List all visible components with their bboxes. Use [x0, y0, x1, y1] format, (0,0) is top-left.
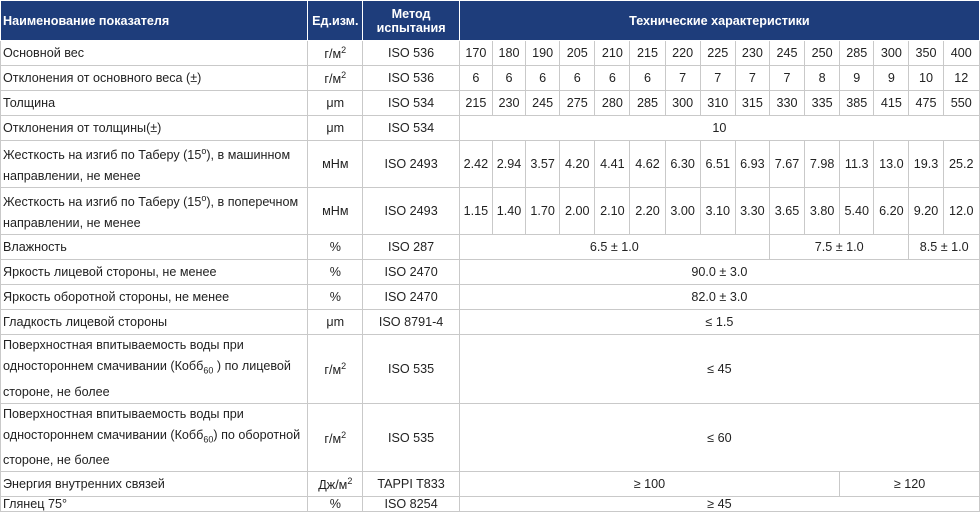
value-cell: 385: [840, 91, 874, 116]
row-unit: %: [308, 235, 363, 260]
value-cell: 310: [700, 91, 735, 116]
value-cell: 7.98: [805, 141, 840, 188]
row-unit: μm: [308, 310, 363, 335]
table-row: [1, 472, 980, 497]
value-cell: 9: [874, 66, 909, 91]
value-cell: 330: [769, 91, 804, 116]
row-unit: мНм: [308, 188, 363, 235]
value-cell: 82.0 ± 3.0: [459, 285, 979, 310]
value-cell: 415: [874, 91, 909, 116]
value-cell: 400: [943, 41, 979, 66]
value-cell: 12: [943, 66, 979, 91]
value-cell: 1.70: [526, 188, 560, 235]
value-cell: 190: [526, 41, 560, 66]
value-cell: 170: [459, 41, 492, 66]
row-name: Отклонения от основного веса (±): [1, 66, 308, 91]
header-specs: Технические характеристики: [459, 1, 979, 41]
value-cell: 7: [665, 66, 700, 91]
value-cell: 6: [595, 66, 630, 91]
value-cell: 7.67: [769, 141, 804, 188]
value-cell: 250: [805, 41, 840, 66]
header-unit: Ед.изм.: [308, 1, 363, 41]
value-cell: 6: [459, 66, 492, 91]
value-cell: 215: [630, 41, 665, 66]
value-cell: 2.10: [595, 188, 630, 235]
table-row: [1, 41, 980, 66]
value-cell: 6: [630, 66, 665, 91]
value-cell: 8: [805, 66, 840, 91]
value-cell: 10: [459, 116, 979, 141]
row-name: Поверхностная впитываемость воды при одностороннем смачивании (Кобб$_{60}$ ) по лицевой стороне, не более: [1, 335, 308, 404]
row-unit: $г/м^2$: [308, 403, 363, 472]
value-cell: 300: [874, 41, 909, 66]
value-cell: 6.30: [665, 141, 700, 188]
row-method: TAPPI T833: [363, 472, 459, 497]
table-row: [1, 310, 980, 335]
row-name: Яркость лицевой стороны, не менее: [1, 260, 308, 285]
value-cell: 10: [909, 66, 943, 91]
row-name: Основной вес: [1, 41, 308, 66]
row-unit: $Дж/м^2$: [308, 472, 363, 497]
row-method: ISO 2470: [363, 285, 459, 310]
table-row: [1, 91, 980, 116]
value-cell: 9: [840, 66, 874, 91]
value-cell: 7: [735, 66, 769, 91]
table-row: [1, 235, 980, 260]
value-cell: 9.20: [909, 188, 943, 235]
table-row: [1, 260, 980, 285]
row-unit: μm: [308, 91, 363, 116]
value-cell: 205: [560, 41, 595, 66]
value-cell: 3.10: [700, 188, 735, 235]
row-method: ISO 535: [363, 335, 459, 404]
value-cell: 2.94: [492, 141, 525, 188]
table-row: [1, 403, 980, 472]
row-name: Энергия внутренних связей: [1, 472, 308, 497]
value-cell: 11.3: [840, 141, 874, 188]
value-cell: 3.57: [526, 141, 560, 188]
value-cell: ≤ 45: [459, 335, 979, 404]
row-unit: %: [308, 285, 363, 310]
value-cell: ≤ 60: [459, 403, 979, 472]
value-cell: ≥ 45: [459, 497, 979, 512]
row-name: Глянец 75°: [1, 497, 308, 512]
table-row: [1, 188, 980, 235]
row-unit: $г/м^2$: [308, 66, 363, 91]
value-cell: 4.20: [560, 141, 595, 188]
value-cell: 220: [665, 41, 700, 66]
value-cell: 300: [665, 91, 700, 116]
row-method: ISO 287: [363, 235, 459, 260]
table-row: [1, 66, 980, 91]
table-row: [1, 335, 980, 404]
value-cell: 6.51: [700, 141, 735, 188]
row-name: Жесткость на изгиб по Таберу $(15^о)$, в поперечном направлении, не менее: [1, 188, 308, 235]
row-name: Поверхностная впитываемость воды при одностороннем смачивании (Кобб$_{60}$) по оборотной стороне, не более: [1, 403, 308, 472]
value-cell: 2.20: [630, 188, 665, 235]
table-row: [1, 285, 980, 310]
row-method: ISO 8791-4: [363, 310, 459, 335]
header-row: [1, 1, 980, 41]
value-cell: 6.20: [874, 188, 909, 235]
row-name: Яркость оборотной стороны, не менее: [1, 285, 308, 310]
row-unit: %: [308, 497, 363, 512]
value-cell: 6.5 ± 1.0: [459, 235, 769, 260]
value-cell: 12.0: [943, 188, 979, 235]
value-cell: ≥ 120: [840, 472, 980, 497]
row-method: ISO 2493: [363, 141, 459, 188]
row-unit: $г/м^2$: [308, 41, 363, 66]
value-cell: 4.62: [630, 141, 665, 188]
row-method: ISO 534: [363, 116, 459, 141]
value-cell: 1.40: [492, 188, 525, 235]
table-row: [1, 116, 980, 141]
row-name: Отклонения от толщины(±): [1, 116, 308, 141]
value-cell: 215: [459, 91, 492, 116]
value-cell: 475: [909, 91, 943, 116]
value-cell: 335: [805, 91, 840, 116]
value-cell: 1.15: [459, 188, 492, 235]
row-method: ISO 536: [363, 41, 459, 66]
value-cell: 285: [630, 91, 665, 116]
value-cell: 25.2: [943, 141, 979, 188]
row-name: Влажность: [1, 235, 308, 260]
row-unit: %: [308, 260, 363, 285]
value-cell: 7.5 ± 1.0: [769, 235, 909, 260]
value-cell: 3.30: [735, 188, 769, 235]
table-row: [1, 497, 980, 512]
value-cell: 245: [769, 41, 804, 66]
row-method: ISO 2493: [363, 188, 459, 235]
header-method: Метод испытания: [363, 1, 459, 41]
value-cell: 350: [909, 41, 943, 66]
value-cell: 230: [735, 41, 769, 66]
value-cell: 5.40: [840, 188, 874, 235]
value-cell: 4.41: [595, 141, 630, 188]
value-cell: 7: [769, 66, 804, 91]
row-method: ISO 536: [363, 66, 459, 91]
value-cell: 180: [492, 41, 525, 66]
value-cell: 2.42: [459, 141, 492, 188]
value-cell: 6: [560, 66, 595, 91]
row-name: Гладкость лицевой стороны: [1, 310, 308, 335]
row-unit: $г/м^2$: [308, 335, 363, 404]
row-method: ISO 535: [363, 403, 459, 472]
value-cell: 280: [595, 91, 630, 116]
row-name: Жесткость на изгиб по Таберу $(15^о)$, в машинном направлении, не менее: [1, 141, 308, 188]
value-cell: 8.5 ± 1.0: [909, 235, 980, 260]
value-cell: ≥ 100: [459, 472, 839, 497]
value-cell: 275: [560, 91, 595, 116]
header-name: Наименование показателя: [1, 1, 308, 41]
value-cell: 285: [840, 41, 874, 66]
value-cell: 90.0 ± 3.0: [459, 260, 979, 285]
value-cell: 245: [526, 91, 560, 116]
value-cell: 6.93: [735, 141, 769, 188]
value-cell: 230: [492, 91, 525, 116]
row-method: ISO 534: [363, 91, 459, 116]
row-method: ISO 8254: [363, 497, 459, 512]
value-cell: 19.3: [909, 141, 943, 188]
value-cell: 3.80: [805, 188, 840, 235]
value-cell: 315: [735, 91, 769, 116]
value-cell: 7: [700, 66, 735, 91]
value-cell: 2.00: [560, 188, 595, 235]
value-cell: 3.65: [769, 188, 804, 235]
value-cell: 6: [492, 66, 525, 91]
value-cell: ≤ 1.5: [459, 310, 979, 335]
row-unit: мНм: [308, 141, 363, 188]
table-row: [1, 141, 980, 188]
row-unit: μm: [308, 116, 363, 141]
value-cell: 13.0: [874, 141, 909, 188]
value-cell: 550: [943, 91, 979, 116]
row-name: Толщина: [1, 91, 308, 116]
row-method: ISO 2470: [363, 260, 459, 285]
value-cell: 225: [700, 41, 735, 66]
value-cell: 6: [526, 66, 560, 91]
value-cell: 210: [595, 41, 630, 66]
value-cell: 3.00: [665, 188, 700, 235]
